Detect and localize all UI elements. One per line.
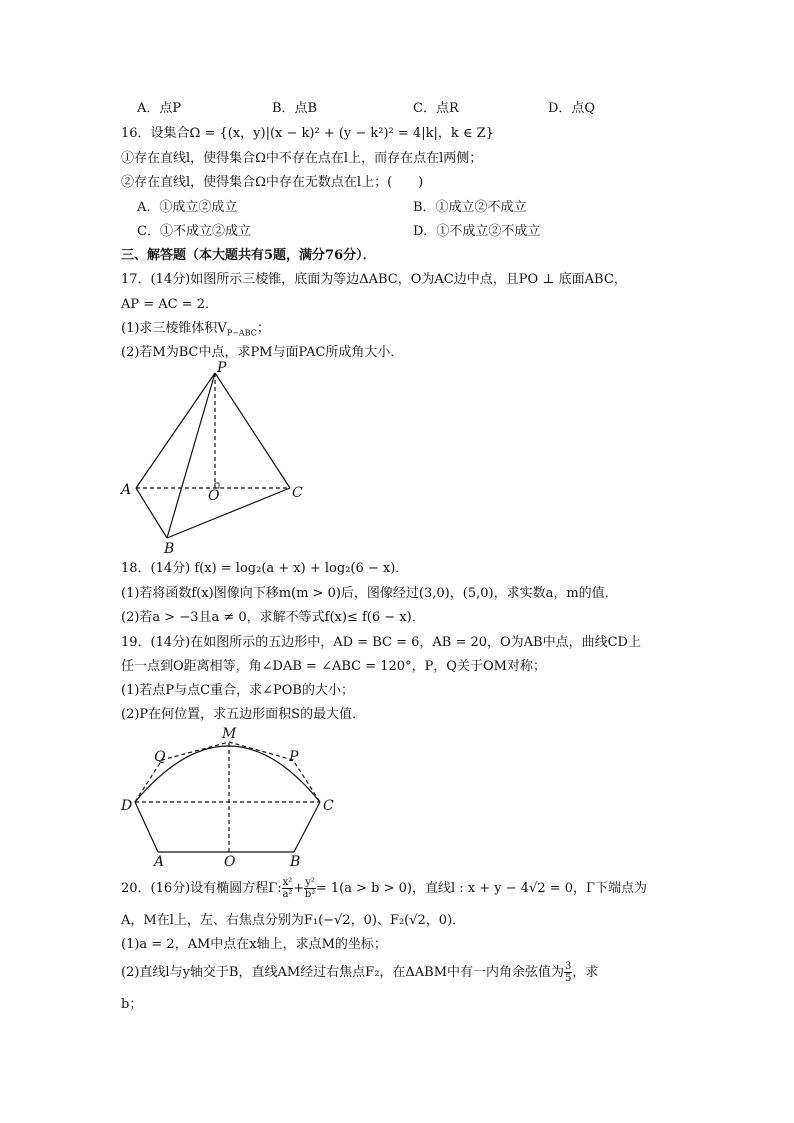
frac-num: x² — [282, 877, 293, 888]
q16-option-c: C．①不成立②成立 — [137, 224, 251, 239]
label-o: O — [208, 488, 220, 504]
q16-statement-2: ②存在直线l，使得集合Ω中存在无数点在l上；( ) — [121, 175, 424, 190]
label-q: Q — [154, 749, 166, 765]
side-ad — [135, 802, 158, 852]
q16-option-b: B．①成立②不成立 — [413, 200, 527, 215]
plus-sign: + — [293, 881, 305, 896]
q20-part-2 — [121, 961, 598, 984]
q17-part-1-text: (1)求三棱锥体积V — [121, 321, 227, 336]
q18-line-1: 18．(14分) f(x) = log₂(a + x) + log₂(6 − x)． — [121, 561, 409, 576]
q16-option-a: A．①成立②成立 — [137, 200, 238, 215]
q20-line-1-end: = 1(a > b > 0)，直线l : x + y − 4√2 = 0，Γ下端点为 — [315, 881, 648, 896]
q19-part-2: (2)P在何位置，求五边形面积S的最大值． — [121, 707, 366, 722]
q16-statement-1: ①存在直线l，使得集合Ω中不存在点在l上，而存在点在l两侧； — [121, 151, 483, 166]
label-m: M — [222, 726, 237, 742]
q18-part-1: (1)若将函数f(x)图像向下移m(m > 0)后，图像经过(3,0)，(5,0)，求实数a，m的值． — [121, 586, 618, 601]
q17-part-1-end: ； — [256, 321, 270, 336]
q19-line-1: 19．(14分)在如图所示的五边形中，AD = BC = 6，AB = 20，O为AB中点，曲线CD上 — [121, 635, 641, 650]
q20-line-1 — [121, 877, 647, 900]
q20-line-2: A，M在l上，左、右焦点分别为F₁(−√2，0)、F₂(√2，0)． — [121, 913, 466, 928]
q20-part-3: b； — [121, 997, 143, 1012]
label-c2: C — [323, 798, 334, 814]
q17-part-2: (2)若M为BC中点，求PM与面PAC所成角大小． — [121, 345, 404, 360]
fraction-y2-b2 — [304, 877, 316, 900]
section-3-header: 三、解答题（本大题共有5题，满分76分）． — [121, 248, 376, 263]
q20-part-2-text: (2)直线l与y轴交于B，直线AM经过右焦点F₂，在ΔABM中有一内角余弦值为 — [121, 965, 565, 980]
label-b: B — [164, 541, 175, 557]
q15-option-a: A．点P — [137, 101, 182, 116]
frac-den: a² — [282, 889, 293, 900]
label-o2: O — [224, 854, 236, 870]
q20-line-1-start: 20．(16分)设有椭圆方程Γ: — [121, 881, 282, 896]
frac-den: 5 — [565, 973, 572, 984]
q18-part-2: (2)若a > −3且a ≠ 0，求解不等式f(x)≤ f(6 − x)． — [121, 610, 425, 625]
label-b2: B — [290, 854, 301, 870]
frac-num: 3 — [565, 961, 572, 972]
q16-stem: 16．设集合Ω = {(x，y)|(x − k)² + (y − k²)² = 4|k|，k ∈ Z} — [121, 126, 494, 141]
frac-den: b² — [304, 889, 316, 900]
label-d: D — [121, 798, 133, 814]
q17-line-1: 17．(14分)如图所示三棱锥，底面为等边ΔABC，O为AC边中点，且PO ⊥ 底面ABC， — [121, 272, 627, 287]
q19-part-1: (1)若点P与点C重合，求∠POB的大小； — [121, 683, 354, 698]
q15-option-c: C．点R — [413, 101, 459, 116]
q15-option-b: B．点B — [272, 101, 318, 116]
label-a2: A — [154, 854, 165, 870]
q16-option-d: D．①不成立②不成立 — [413, 224, 541, 239]
label-p: P — [217, 360, 227, 376]
label-a: A — [121, 482, 132, 498]
q17-volume-subscript: P−ABC — [226, 328, 257, 338]
label-p2: P — [289, 749, 299, 765]
q15-option-d: D．点Q — [548, 101, 596, 116]
frac-num: y² — [305, 877, 315, 888]
q17-line-2: AP = AC = 2． — [121, 297, 219, 312]
q20-part-1: (1)a = 2，AM中点在x轴上，求点M的坐标； — [121, 937, 387, 952]
q19-line-2: 任一点到O距离相等，角∠DAB = ∠ABC = 120°，P，Q关于OM对称； — [121, 659, 546, 674]
fraction-x2-a2 — [282, 877, 294, 900]
q20-part-2-end: ，求 — [572, 965, 599, 980]
side-bc — [294, 802, 320, 852]
label-c: C — [292, 485, 303, 501]
